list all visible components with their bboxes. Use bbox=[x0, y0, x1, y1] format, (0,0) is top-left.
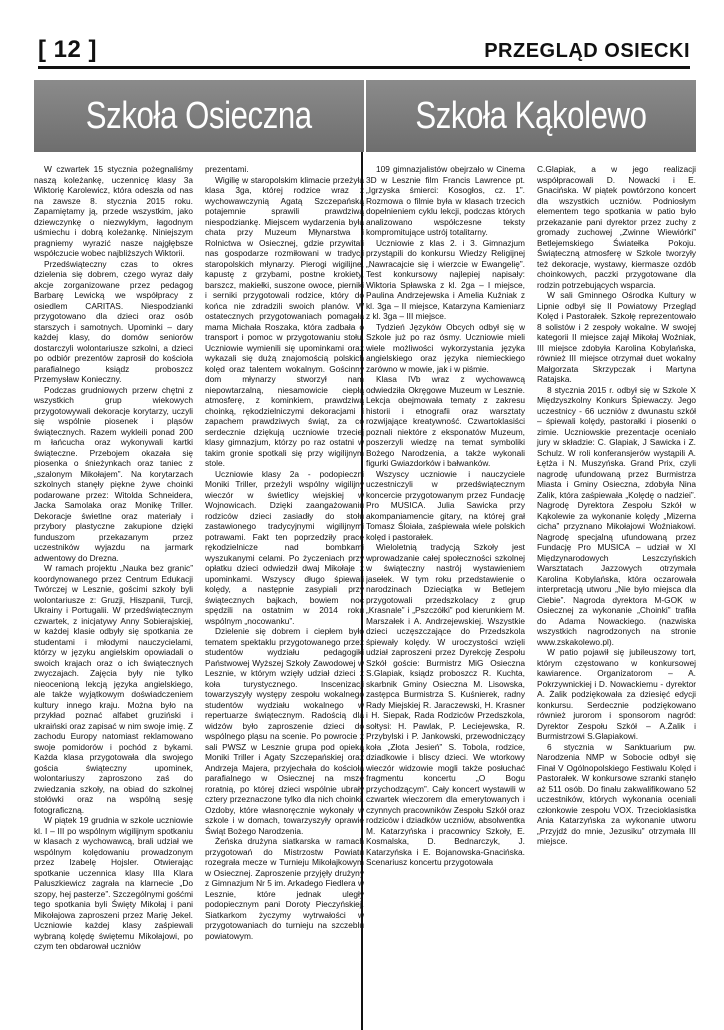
paragraph: Podczas grudniowych przerw chętni z wszystkich grup wiekowych przygotowywali dekoracje korytarzy, uczyli się wspólnie piosenek i pląsów świątecznych. Razem wykleili ponad 200 m łańcucha oraz wykonywali kartki świąteczne. Przebojem okazała się piosenka o śnieżynkach oraz taniec z „szalonym Mikołajem”. Na korytarzach szkolnych stanęły piękne żywe choinki podarowane przez: Witolda Schneidera, Jacka Samolaka oraz Monikę Triller. Dekoracje świetlne oraz materiały i przybory plastyczne zakupione dzięki funduszom przekazanym przez uczestników wyjazdu na jarmark adwentowy do Drezna. bbox=[34, 384, 193, 563]
text-column-2 bbox=[537, 164, 696, 868]
paragraph: Uczniowie klasy 2a - podopieczni Moniki Triller, przeżyli wspólny wigilijny wieczór w świetlicy wiejskiej w Wojnowicach. Dzięki zaangażowaniu rodziców dzieci zasiadły do stołu zastawionego tradycyjnymi wigilijnymi potrawami. Fakt ten poprzedziły prace rękodzielnicze nad bombkami wyszukanymi celami. Po życzeniach przy opłatku dzieci odwiedził dwaj Mikołaje z upominkami. Wszyscy długo śpiewali kolędy, a następnie zasypiali przy świątecznych bajkach, bowiem noc spędzili na ostatnim w 2014 roku wspólnym „nocowanku”. bbox=[205, 468, 364, 626]
paragraph: Dzielenie się dobrem i ciepłem było tematem spektaklu przygotowanego przez studentów wydziału pedagogiki Państwowej Wyższej Szkoły Zawodowej w Lesznie, w którym wzięły udział dzieci z koła turystycznego. Inscenizacji towarzyszyły występy zespołu wokalnego studentów wydziału wokalnego w repertuarze świątecznym. Radością dla widzów było zaproszenie dzieci do wspólnego pląsu na scenie. Po powrocie z sali PWSZ w Lesznie grupa pod opieką Moniki Triller i Agaty Szczepańskiej oraz Andrzeja Majera, przyjechała do kościoła parafialnego w Osiecznej na mszę roratnią, po której dzieci wspólnie ubrały cztery przeznaczone tylko dla nich choinki. Ozdoby, które własnoręcznie wykonały w szkole i w domach, towarzyszyły oprawie Świąt Bożego Narodzenia. bbox=[205, 626, 364, 836]
paragraph: prezentami. bbox=[205, 164, 249, 174]
paragraph: Wszyscy uczniowie i nauczyciele uczestniczyli w przedświątecznym koncercie przygotowanym przez Fundację Pro MUSICA. Julia Sawicka przy akompaniamencie gitary, na której grał Tomasz Śloiała, zaśpiewała wiele polskich kolęd i pastorałek. bbox=[366, 468, 525, 542]
masthead bbox=[0, 0, 724, 80]
text-column-2 bbox=[205, 164, 364, 952]
section-banner bbox=[34, 80, 364, 152]
paragraph: Klasa IVb wraz z wychowawcą odwiedziła Okręgowe Muzeum w Lesznie. Lekcja obejmowała tematy z zakresu historii i etnografii oraz warsztaty rozwijające kreatywność. Czwartoklasiści poznali niektóre z eksponatów Muzeum, poszerzyli wiedzę na temat symboliki Bożego Narodzenia, a także wykonali figurki Gwiazdorków i bałwanków. bbox=[366, 374, 525, 468]
paragraph: W patio pojawił się jubileuszowy tort, którym częstowano w konkursowej kawiarence. Organizatorom – A. Pokrzywnickiej i D. Nowackiemu - dyrektor A. Żalik podziękowała za dziesięć edycji konkursu. Serdecznie podziękowano również jurorom i sponsorom nagród: Dyrektor Zespołu Szkół – A.Żalik i Burmistrzowi S.Glapiakowi. bbox=[537, 647, 696, 741]
section-title: Szkoła Kąkolewo bbox=[415, 94, 647, 137]
section-szkola-kakolewo bbox=[366, 80, 696, 1016]
paragraph: Wieloletnią tradycją Szkoły jest wprowadzanie całej społeczności szkolnej w świąteczny nastrój wystawieniem jasełek. W tym roku przedstawienie o narodzinach Dzieciątka w Betlejem przygotowali przedszkolacy z grup „Krasnale” i „Pszczółki” pod kierunkiem M. Marszałek i A. Andrzejewskiej. Wszystkie dzieci uczęszczające do Przedszkola śpiewały kolędy. W uroczystości wzięli udział zaproszeni przez Dyrekcję Zespołu Szkół goście: Burmistrz MiG Osieczna S.Glapiak, ksiądz proboszcz R. Kuchta, skarbnik Gminy Osieczna M. Lisowska, zastępca Burmistrza S. Kuśnierek, radny Rady Miejskiej R. Jaraczewski, H. Krasner i H. Siepak, Rada Rodziców Przedszkola, sołtysi: H. Pawlak, P. Leciejewska, R. Przybylski i P. Jankowski, przewodniczący koła „Złota Jesień” S. Tobola, rodzice, dziadkowie i bliscy dzieci. We wtorkowy wieczór widzowie mogli także posłuchać fragmentu koncertu „O Bogu przychodzącym”. Cały koncert wystawili w czwartek wieczorem dla emerytowanych i czynnych pracowników Zespołu Szkół oraz rodziców i dziadków uczniów, absolwentka M. Katarzyńska i pracownicy Szkoły, E. Kosmalska, D. Bednarczyk, J. Katarzyńska i E. Bojanowska-Gnacińska. Scenariusz koncertu przygotowała bbox=[366, 542, 525, 867]
paragraph: C.Glapiak, a w jego realizacji współpracowali D. Nowacki i E. Gnacińska. W piątek powtórzono koncert dla wszystkich uczniów. Podniosłym elementem tego spotkania w patio było przekazanie pani dyrektor przez zuchy z gromady zuchowej „Zwinne Wiewiórki” Betlejemskiego Światełka Pokoju. Świąteczną atmosferę w Szkole tworzyły też dekoracje, wystawy, kiermasze ozdób choinkowych, paczki przygotowane dla rodzin potrzebujących wsparcia. bbox=[537, 164, 696, 290]
text-column-1 bbox=[34, 164, 193, 952]
paragraph: Wigilię w staropolskim klimacie przeżyła klasa 3ga, której rodzice wraz z wychowawczynią Agatą Szczepańską potajemnie sprawili prawdziwą niespodziankę. Miejscem wydarzenia była chata przy Muzeum Młynarstwa i Rolnictwa w Osiecznej, gdzie przywitali nas gospodarze rozmiłowani w tradycji staropolskich młynarzy. Pierogi wigilijne, kapustę z grzybami, postne krokiety, barszcz, makiełki, suszone owoce, pierniki i serniki przygotowali rodzice, który do końca nie zdradzili swoich planów. W ostatecznych przygotowaniach pomagała mama Michała Roszaka, która zadbała o transport i pomoc w przygotowaniu stołu. Uczniowie wymienili się upominkami oraz wykazali się dużą znajomością polskich kolęd oraz talentem wokalnym. Gościnny dom młynarzy stworzył nam niepowtarzalną, niesamowicie ciepłą atmosferę, z kominkiem, prawdziwą choinką, rękodzielniczymi dekoracjami i zapachem prawdziwych świąt, za co serdecznie dziękują uczniowie trzeciej klasy gimnazjum, którzy po raz ostatni w takim gronie spotkali się przy wigilijnym stole. bbox=[205, 174, 364, 468]
page-number: [ 12 ] bbox=[38, 36, 98, 63]
section-banner bbox=[366, 80, 696, 152]
paragraph: 109 gimnazjalistów obejrzało w Cinema 3D w Lesznie film Francis Lawrence pt. „Igrzyska śmierci: Kosogłos, cz. 1”. Rozmowa o filmie była w klasach trzecich dopełnieniem cyklu lekcji, podczas których analizowano współczesne teksty kompromitujące ustrój totalitarny. bbox=[366, 164, 525, 237]
paragraph: Tydzień Języków Obcych odbył się w Szkole już po raz ósmy. Uczniowie mieli wiele możliwości wykorzystania języka angielskiego oraz języka niemieckiego zarówno w mowie, jak i w piśmie. bbox=[366, 321, 525, 374]
paragraph: Żeńska drużyna siatkarska w ramach przygotowań do Mistrzostw Powiatu rozegrała mecze w Turnieju Mikołajkowym w Osiecznej. Zaproszenie przyjęły drużyny z Gimnazjum Nr 5 im. Arkadego Fiedlera w Lesznie, które jednak uległy podopiecznym pani Doroty Pieczyńskiej. Siatkarkom życzymy wytrwałości w przygotowaniach do turnieju na szczeblu powiatowym. bbox=[205, 836, 364, 941]
paragraph: W ramach projektu „Nauka bez granic” koordynowanego przez Centrum Edukacji Twórczej w Lesznie, gościmi szkoły byli wolontariusze z: Gruzji, Hiszpanii, Turcji, Ukrainy i Portugalii. W przedświątecznym czwartek, z inicjatywy Anny Sobierajskiej, w każdej klasie odbyły się spotkania ze studentami i młodymi nauczycielami, którzy w języku angielskim opowiadali o swoich krajach oraz o ich świątecznych zwyczajach. Zajęcia były nie tylko nieocenioną lekcją języka angielskiego, ale także wyjątkowym doświadczeniem kultury innego kraju. Można było na przykład poznać alfabet gruziński i ukraiński oraz zapisać w nim swoje imię. Z zachodu Europy natomiast reklamowano swoje pomidorów i pochód z bykami. Każda klasa przygotowała dla swojego gościa świąteczny upominek, wolontariuszy zaproszono zaś do zwiedzania szkoły, na obiad do szkolnej stołówki oraz na wspólną sesję fotograficzną. bbox=[34, 563, 193, 815]
paragraph: W sali Gminnego Ośrodka Kultury w Lipnie odbył się II Powiatowy Przegląd Kolęd i Pastorałek. Szkołę reprezentowało 8 solistów i 2 zespoły wokalne. W swojej kategorii II miejsce zajął Mikołaj Woźniak, III miejsce zdobyła Karolina Kobylańska, również III miejsce otrzymał duet wokalny Małgorzata Skrzypczak i Martyna Ratajska. bbox=[537, 290, 696, 384]
paragraph: Uczniowie z klas 2. i 3. Gimnazjum przystąpili do konkursu Wiedzy Religijnej „Nawracajcie się i wierzcie w Ewangelię”. Test konkursowy najlepiej napisały: Wiktoria Spławska z kl. 2ga – I miejsce, Paulina Andrzejewska i Amelia Kuźniak z kl. 3ga – II miejsce, Katarzyna Kamieniarz z kl. 3ga – III miejsce. bbox=[366, 237, 525, 321]
paragraph: Przedświąteczny czas to okres dzielenia się dobrem, czego wyraz dały akcje zorganizowane przez pedagog Barbarę Lewicką we współpracy z osiedlem CARITAS. Niespodzianki przygotowano dla dzieci oraz osób starszych i samotnych. Upominki – dary każdej klasy, do domów seniorów dostarczyli wolontariusze szkolni, a dzieci po odbiór prezentów zaprosił do kościoła parafialnego ksiądz proboszcz Przemysław Konieczny. bbox=[34, 258, 193, 384]
paragraph: 6 stycznia w Sanktuarium pw. Narodzenia NMP w Sobocie odbył się Finał V Ogólnopolskiego Festiwalu Kolęd i Pastorałek. W konkursowe szranki stanęło aż 511 osób. Do finału zakwalifikowano 52 uczestników, których wykonania oceniali członkowie zespołu VOX. Trzecioklasistka Ania Katarzyńska za wykonanie utworu „Przyjdź do mnie, Jezusiku” otrzymała III miejsce. bbox=[537, 741, 696, 846]
paragraph: W piątek 19 grudnia w szkole uczniowie kl. I – III po wspólnym wigilijnym spotkaniu w klasach z wychowawcą, brali udział we wspólnym kolędowaniu prowadzonym przez Izabelę Hojsler. Otwierając spotkanie uczennica klasy IIIa Klara Paluszkiewicz zagrała na klarnecie „Do szopy, hej pasterze”. Szczególnymi gośćmi tego spotkania byli Święty Mikołaj i pani Mikołajowa zaproszeni przez Marię Jekel. Uczniowie każdej klasy zaśpiewali wybraną kolędę świętemu Mikołajowi, po czym ten obdarował uczniów bbox=[34, 815, 193, 951]
paragraph: 8 stycznia 2015 r. odbył się w Szkole X Międzyszkolny Konkurs Śpiewaczy. Jego uczestnicy - 66 uczniów z dwunastu szkół – śpiewali kolędy, pastorałki i piosenki o zimie. Uczniowskie prezentacje oceniało jury w składzie: C. Glapiak, J Sawicka i Z. Schulz. W roli konferansjerów wystąpili A. Łętża i N. Muszyńska. Grand Prix, czyli nagrodę ufundowaną przez Burmistrza Miasta i Gminy Osieczna, zdobyła Nina Zalik, która zaśpiewała „Kolędę o nadziei”. Nagrodę Dyrektora Zespołu Szkół w Kąkolewie za wykonanie kolędy „Mizerna cicha” przyznano Mikołajowi Woźniakowi. Nagrodę specjalną ufundowaną przez Fundację Pro MUSICA – udział w XI Międzynarodowych Leszczyńskich Warsztatach Jazzowych otrzymała Karolina Kobylańska, która oczarowała interpretacją utworu „Nie było miejsca dla Ciebie”. Nagroda dyrektora M-GOK w Osiecznej za wykonanie „Choinki” trafiła do Adama Nowackiego. (nazwiska wszystkich nagrodzonych na stronie www.zskakolewo.pl). bbox=[537, 384, 696, 647]
section-title: Szkoła Osieczna bbox=[86, 94, 312, 137]
header-rule bbox=[38, 66, 690, 69]
section-szkola-osieczna bbox=[34, 80, 364, 1016]
text-column-1 bbox=[366, 164, 525, 868]
publication-title: PRZEGLĄD OSIECKI bbox=[484, 40, 690, 62]
paragraph: W czwartek 15 stycznia pożegnaliśmy naszą koleżankę, uczennicę klasy 3a Wiktorię Karolewicz, która odeszła od nas na zawsze 8. stycznia 2015 roku. Zapamiętamy ją, przede wszystkim, jako dziewczynkę o niezwykłym, łagodnym uśmiechu i dobrą koleżankę. Niniejszym pragniemy wyrazić nasze najgłębsze współczucie wobec najbliższych Wiktorii. bbox=[34, 164, 193, 258]
